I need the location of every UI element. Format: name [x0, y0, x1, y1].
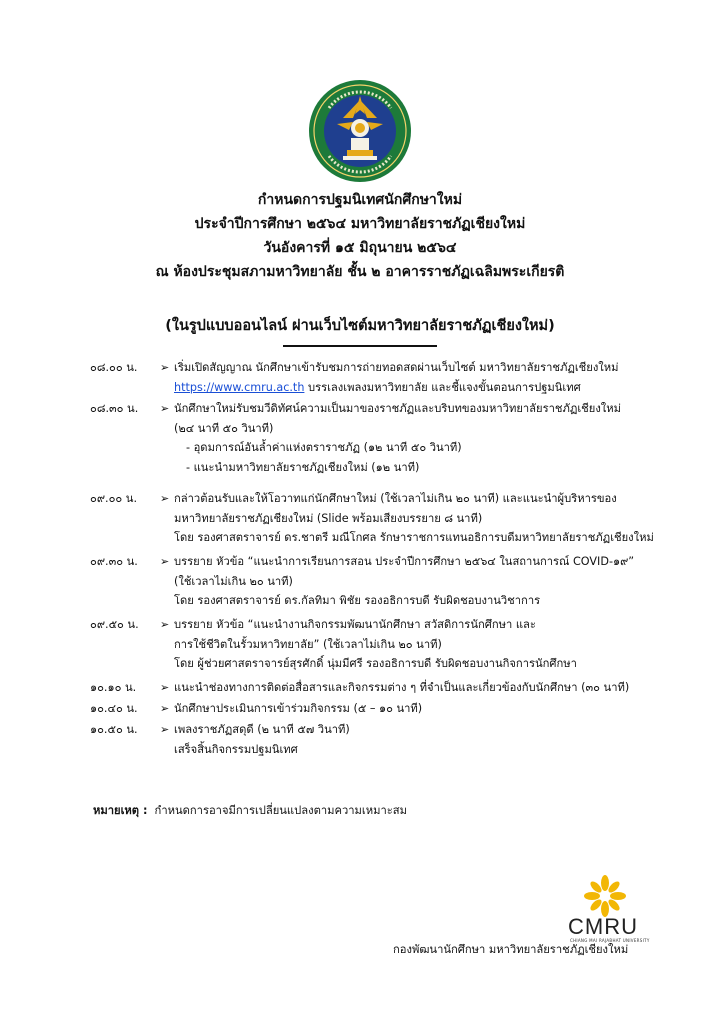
remark-label: หมายเหตุ :	[93, 804, 148, 817]
schedule-text: บรรยาย หัวข้อ “แนะนำงานกิจกรรมพัฒนานักศึกษา สวัสดิการนักศึกษา และ	[174, 618, 536, 631]
schedule-subitem: - แนะนำมหาวิทยาลัยราชภัฏเชียงใหม่ (๑๒ นาที)	[186, 460, 420, 474]
schedule-subitem: - อุดมการณ์อันล้ำค่าแห่งตราราชภัฏ (๑๒ นาที ๕๐ วินาที)	[186, 441, 462, 454]
page-title: กำหนดการปฐมนิเทศนักศึกษาใหม่	[257, 192, 463, 208]
schedule-item	[0, 552, 720, 615]
schedule-text-line2: เสร็จสิ้นกิจกรรมปฐมนิเทศ	[174, 742, 298, 756]
arrow-bullet-icon: ➢	[160, 723, 170, 736]
arrow-bullet-icon: ➢	[160, 681, 170, 694]
schedule-text: นักศึกษาใหม่รับชมวีดิทัศน์ความเป็นมาของราชภัฏและบริบทของมหาวิทยาลัยราชภัฏเชียงใหม่	[174, 402, 622, 415]
arrow-bullet-icon: ➢	[160, 492, 170, 505]
venue-line: ณ ห้องประชุมสภามหาวิทยาลัย ชั้น ๒ อาคารราชภัฏเฉลิมพระเกียรติ	[155, 264, 565, 280]
schedule-text: นักศึกษาประเมินการเข้าร่วมกิจกรรม (๕ – ๑๐ นาที)	[174, 702, 423, 715]
schedule-text: เพลงราชภัฏสดุดี (๒ นาที ๕๗ วินาที)	[174, 723, 350, 736]
schedule-text-line2: https://www.cmru.ac.th บรรเลงเพลงมหาวิทยาลัย และชี้แจงขั้นตอนการปฐมนิเทศ	[174, 380, 581, 394]
arrow-bullet-icon: ➢	[160, 702, 170, 715]
cmru-subtext: CHIANG MAI RAJABHAT UNIVERSITY	[570, 938, 650, 943]
schedule-item	[0, 489, 720, 552]
schedule-text: บรรยาย หัวข้อ “แนะนำการเรียนการสอน ประจำปีการศึกษา ๒๕๖๔ ในสถานการณ์ COVID-๑๙”	[174, 555, 635, 568]
schedule-text: แนะนำช่องทางการติดต่อสื่อสารและกิจกรรมต่าง ๆ ที่จำเป็นและเกี่ยวข้องกับนักศึกษา (๓๐ นาที)	[174, 681, 630, 694]
schedule-item	[0, 720, 720, 761]
academic-year-line: ประจำปีการศึกษา ๒๕๖๔ มหาวิทยาลัยราชภัฏเชียงใหม่	[194, 216, 526, 232]
date-line: วันอังคารที่ ๑๕ มิถุนายน ๒๕๖๔	[263, 240, 457, 256]
schedule-text-line2: มหาวิทยาลัยราชภัฏเชียงใหม่ (Slide พร้อมเสียงบรรยาย ๘ นาที)	[174, 511, 483, 525]
arrow-bullet-icon: ➢	[160, 361, 170, 374]
schedule-item	[0, 358, 720, 399]
arrow-bullet-icon: ➢	[160, 618, 170, 631]
footer-org: กองพัฒนานักศึกษา มหาวิทยาลัยราชภัฏเชียงใหม่	[393, 943, 629, 956]
schedule-time: ๑๐.๑๐ น.	[90, 681, 137, 694]
schedule-text: เริ่มเปิดสัญญาณ นักศึกษาเข้ารับชมการถ่ายทอดสดผ่านเว็บไซต์ มหาวิทยาลัยราชภัฏเชียงใหม่	[174, 361, 619, 374]
schedule-list	[0, 358, 720, 761]
schedule-time: ๑๐.๔๐ น.	[90, 702, 138, 715]
format-line: (ในรูปแบบออนไลน์ ผ่านเว็บไซต์มหาวิทยาลัยราชภัฏเชียงใหม่)	[165, 318, 555, 334]
schedule-item	[0, 699, 720, 720]
schedule-speaker: โดย รองศาสตราจารย์ ดร.ชาตรี มณีโกศล รักษาราชการแทนอธิการบดีมหาวิทยาลัยราชภัฏเชียงใหม่	[174, 531, 654, 544]
university-emblem-icon	[307, 78, 413, 184]
remark-text: กำหนดการอาจมีการเปลี่ยนแปลงตามความเหมาะสม	[154, 804, 407, 817]
schedule-time: ๐๙.๓๐ น.	[90, 555, 138, 568]
schedule-item	[0, 399, 720, 489]
schedule-time: ๑๐.๕๐ น.	[90, 723, 138, 736]
schedule-text-line2: (๒๔ นาที ๕๐ วินาที)	[174, 421, 274, 435]
schedule-text-line2: การใช้ชีวิตในรั้วมหาวิทยาลัย” (ใช้เวลาไม่เกิน ๒๐ นาที)	[174, 637, 442, 651]
arrow-bullet-icon: ➢	[160, 402, 170, 415]
cmru-wordmark: CMRU	[568, 914, 638, 939]
schedule-time: ๐๘.๐๐ น.	[90, 361, 138, 374]
schedule-text-line2: (ใช้เวลาไม่เกิน ๒๐ นาที)	[174, 574, 293, 588]
website-link[interactable]: https://www.cmru.ac.th	[174, 380, 305, 394]
schedule-time: ๐๙.๐๐ น.	[90, 492, 137, 505]
schedule-time: ๐๙.๕๐ น.	[90, 618, 139, 631]
cmru-flower-icon	[583, 874, 627, 918]
schedule-text: กล่าวต้อนรับและให้โอวาทแก่นักศึกษาใหม่ (ใช้เวลาไม่เกิน ๒๐ นาที) และแนะนำผู้บริหารของ	[174, 492, 617, 505]
arrow-bullet-icon: ➢	[160, 555, 170, 568]
schedule-speaker: โดย รองศาสตราจารย์ ดร.กัลทิมา พิชัย รองอธิการบดี รับผิดชอบงานวิชาการ	[174, 594, 541, 607]
title-divider	[283, 345, 437, 347]
schedule-speaker: โดย ผู้ช่วยศาสตราจารย์สุรศักดิ์ นุ่มมีศรี รองอธิการบดี รับผิดชอบงานกิจการนักศึกษา	[174, 657, 577, 670]
remark	[93, 801, 407, 819]
schedule-time: ๐๘.๓๐ น.	[90, 402, 139, 415]
schedule-item	[0, 615, 720, 678]
schedule-item	[0, 678, 720, 699]
